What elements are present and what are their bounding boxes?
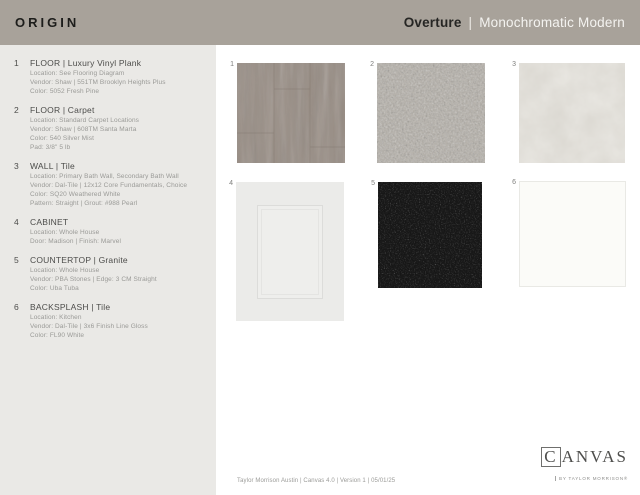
header-bar <box>0 0 640 45</box>
spec-detail: Location: See Flooring Diagram <box>30 70 125 77</box>
spec-item-floor-carpet <box>14 105 208 152</box>
spec-detail: Location: Primary Bath Wall, Secondary Bath Wall <box>30 173 179 180</box>
wall-tile-image <box>519 63 625 163</box>
spec-item-wall-tile <box>14 161 208 208</box>
spec-detail: Location: Kitchen <box>30 314 82 321</box>
spec-detail: Vendor: Dal-Tile | 3x6 Finish Line Gloss <box>30 323 148 330</box>
swatch-number: 6 <box>512 179 516 186</box>
spec-detail: Color: Uba Tuba <box>30 285 79 292</box>
spec-item-number: 1 <box>14 58 19 68</box>
spec-item-number: 2 <box>14 105 19 115</box>
swatch-number: 3 <box>512 61 516 68</box>
spec-item-floor-lvp <box>14 58 208 96</box>
lvp-wood-image <box>237 63 345 163</box>
swatch-cabinet-door <box>229 180 344 321</box>
title-separator: | <box>468 15 473 30</box>
carpet-image <box>377 63 485 163</box>
swatch-number: 2 <box>370 61 374 68</box>
spec-item-title: FLOOR | Luxury Vinyl Plank <box>30 58 142 68</box>
spec-detail: Location: Whole House <box>30 267 100 274</box>
spec-detail: Door: Madison | Finish: Marvel <box>30 238 122 245</box>
spec-detail: Pattern: Straight | Grout: #988 Pearl <box>30 200 138 207</box>
spec-item-number: 4 <box>14 217 19 227</box>
spec-detail: Location: Standard Carpet Locations <box>30 117 140 124</box>
spec-detail: Vendor: Shaw | 608TM Santa Marta <box>30 126 137 133</box>
brand-title: ORIGIN <box>15 15 80 30</box>
swatch-granite <box>371 180 482 288</box>
swatch-number: 1 <box>230 61 234 68</box>
canvas-logo-boxed-c: C <box>541 447 560 467</box>
footer-credit: Taylor Morrison Austin | Canvas 4.0 | Version 1 | 05/01/25 <box>237 478 396 484</box>
spec-item-number: 6 <box>14 302 19 312</box>
spec-item-title: COUNTERTOP | Granite <box>30 255 128 265</box>
spec-item-cabinet <box>14 217 208 246</box>
spec-detail: Vendor: Dal-Tile | 12x12 Core Fundamentals, Choice <box>30 182 188 189</box>
swatch-carpet <box>370 61 485 163</box>
scheme-title <box>404 15 625 30</box>
canvas-logo-rest: ANVAS <box>561 447 628 466</box>
spec-item-number: 3 <box>14 161 19 171</box>
spec-detail: Color: 5052 Fresh Pine <box>30 88 100 95</box>
swatch-backsplash-tile <box>512 179 626 287</box>
cabinet-door-image <box>236 182 344 321</box>
collection-name: Overture <box>403 15 462 30</box>
spec-item-countertop <box>14 255 208 293</box>
granite-image <box>378 182 482 288</box>
swatch-number: 5 <box>371 180 375 187</box>
spec-detail: Color: SQ20 Weathered White <box>30 191 121 198</box>
canvas-logo <box>541 447 628 485</box>
swatch-board <box>216 45 640 495</box>
canvas-logo-tagline: BY TAYLOR MORRISON® <box>555 476 628 481</box>
spec-item-number: 5 <box>14 255 19 265</box>
canvas-wordmark <box>541 447 628 467</box>
spec-detail: Vendor: Shaw | 551TM Brooklyn Heights Plus <box>30 79 166 86</box>
spec-item-backsplash <box>14 302 208 340</box>
spec-detail: Location: Whole House <box>30 229 100 236</box>
spec-list-panel <box>0 45 216 495</box>
spec-detail: Vendor: PBA Stones | Edge: 3 CM Straight <box>30 276 157 283</box>
backsplash-tile-image <box>519 181 626 287</box>
spec-detail: Color: 540 Silver Mist <box>30 135 94 142</box>
swatch-number: 4 <box>229 180 233 187</box>
spec-item-title: CABINET <box>30 217 69 227</box>
spec-detail: Color: FL90 White <box>30 332 85 339</box>
spec-detail: Pad: 3/8" 5 lb <box>30 144 71 151</box>
scheme-name: Monochromatic Modern <box>479 15 625 30</box>
spec-item-title: FLOOR | Carpet <box>30 105 95 115</box>
swatch-wall-tile <box>512 61 625 163</box>
swatch-lvp-wood <box>230 61 345 163</box>
spec-item-title: BACKSPLASH | Tile <box>30 302 111 312</box>
spec-item-title: WALL | Tile <box>30 161 75 171</box>
